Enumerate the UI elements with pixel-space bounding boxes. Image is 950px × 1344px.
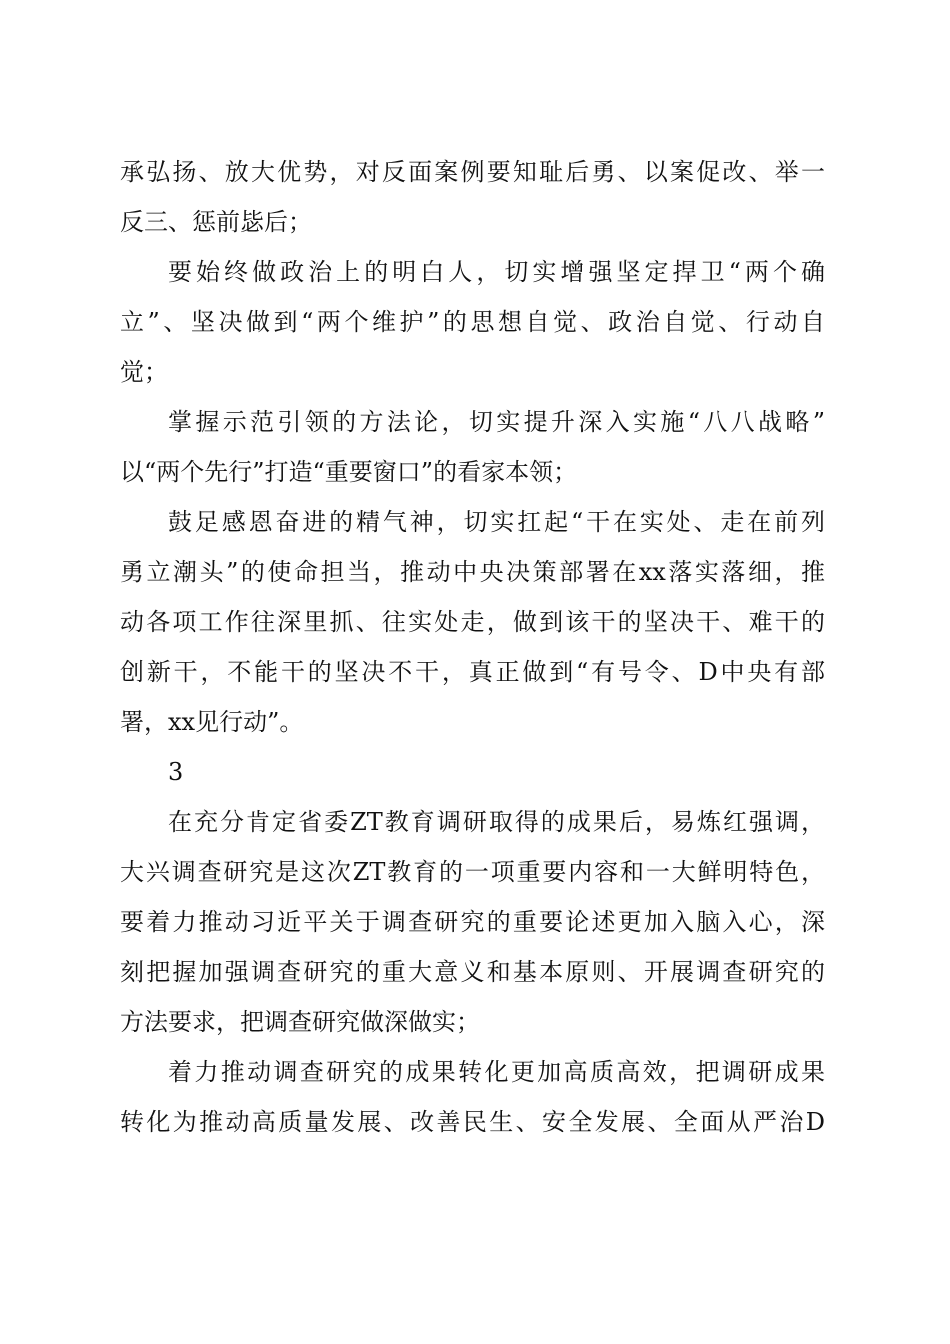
text-line-15: 大兴调查研究是这次ZT教育的一项重要内容和一大鲜明特色， bbox=[120, 858, 825, 886]
text-line-9: 勇立潮头”的使命担当，推动中央决策部署在xx落实落细，推 bbox=[120, 558, 825, 586]
text-line-14: 在充分肯定省委ZT教育调研取得的成果后，易炼红强调， bbox=[168, 808, 825, 836]
text-line-18: 方法要求，把调查研究做深做实； bbox=[120, 1008, 480, 1036]
text-line-19: 着力推动调查研究的成果转化更加高质高效，把调研成果 bbox=[168, 1058, 825, 1086]
text-line-2: 反三、惩前毖后； bbox=[120, 208, 312, 236]
text-line-4: 立”、坚决做到“两个维护”的思想自觉、政治自觉、行动自 bbox=[120, 308, 825, 336]
text-line-16: 要着力推动习近平关于调查研究的重要论述更加入脑入心，深 bbox=[120, 908, 825, 936]
text-line-7: 以“两个先行”打造“重要窗口”的看家本领； bbox=[120, 458, 578, 486]
text-line-3: 要始终做政治上的明白人，切实增强坚定捍卫“两个确 bbox=[168, 258, 825, 286]
section-number: 3 bbox=[168, 758, 184, 786]
text-line-17: 刻把握加强调查研究的重大意义和基本原则、开展调查研究的 bbox=[120, 958, 825, 986]
text-line-1: 承弘扬、放大优势，对反面案例要知耻后勇、以案促改、举一 bbox=[120, 158, 825, 186]
text-line-5: 觉； bbox=[120, 358, 168, 386]
text-line-6: 掌握示范引领的方法论，切实提升深入实施“八八战略” bbox=[168, 408, 825, 436]
text-line-8: 鼓足感恩奋进的精气神，切实扛起“干在实处、走在前列 bbox=[168, 508, 825, 536]
text-line-20: 转化为推动高质量发展、改善民生、安全发展、全面从严治D bbox=[120, 1108, 825, 1136]
text-line-10: 动各项工作往深里抓、往实处走，做到该干的坚决干、难干的 bbox=[120, 608, 825, 636]
text-line-12: 署，xx见行动”。 bbox=[120, 708, 304, 736]
text-line-11: 创新干，不能干的坚决不干，真正做到“有号令、D中央有部 bbox=[120, 658, 825, 686]
